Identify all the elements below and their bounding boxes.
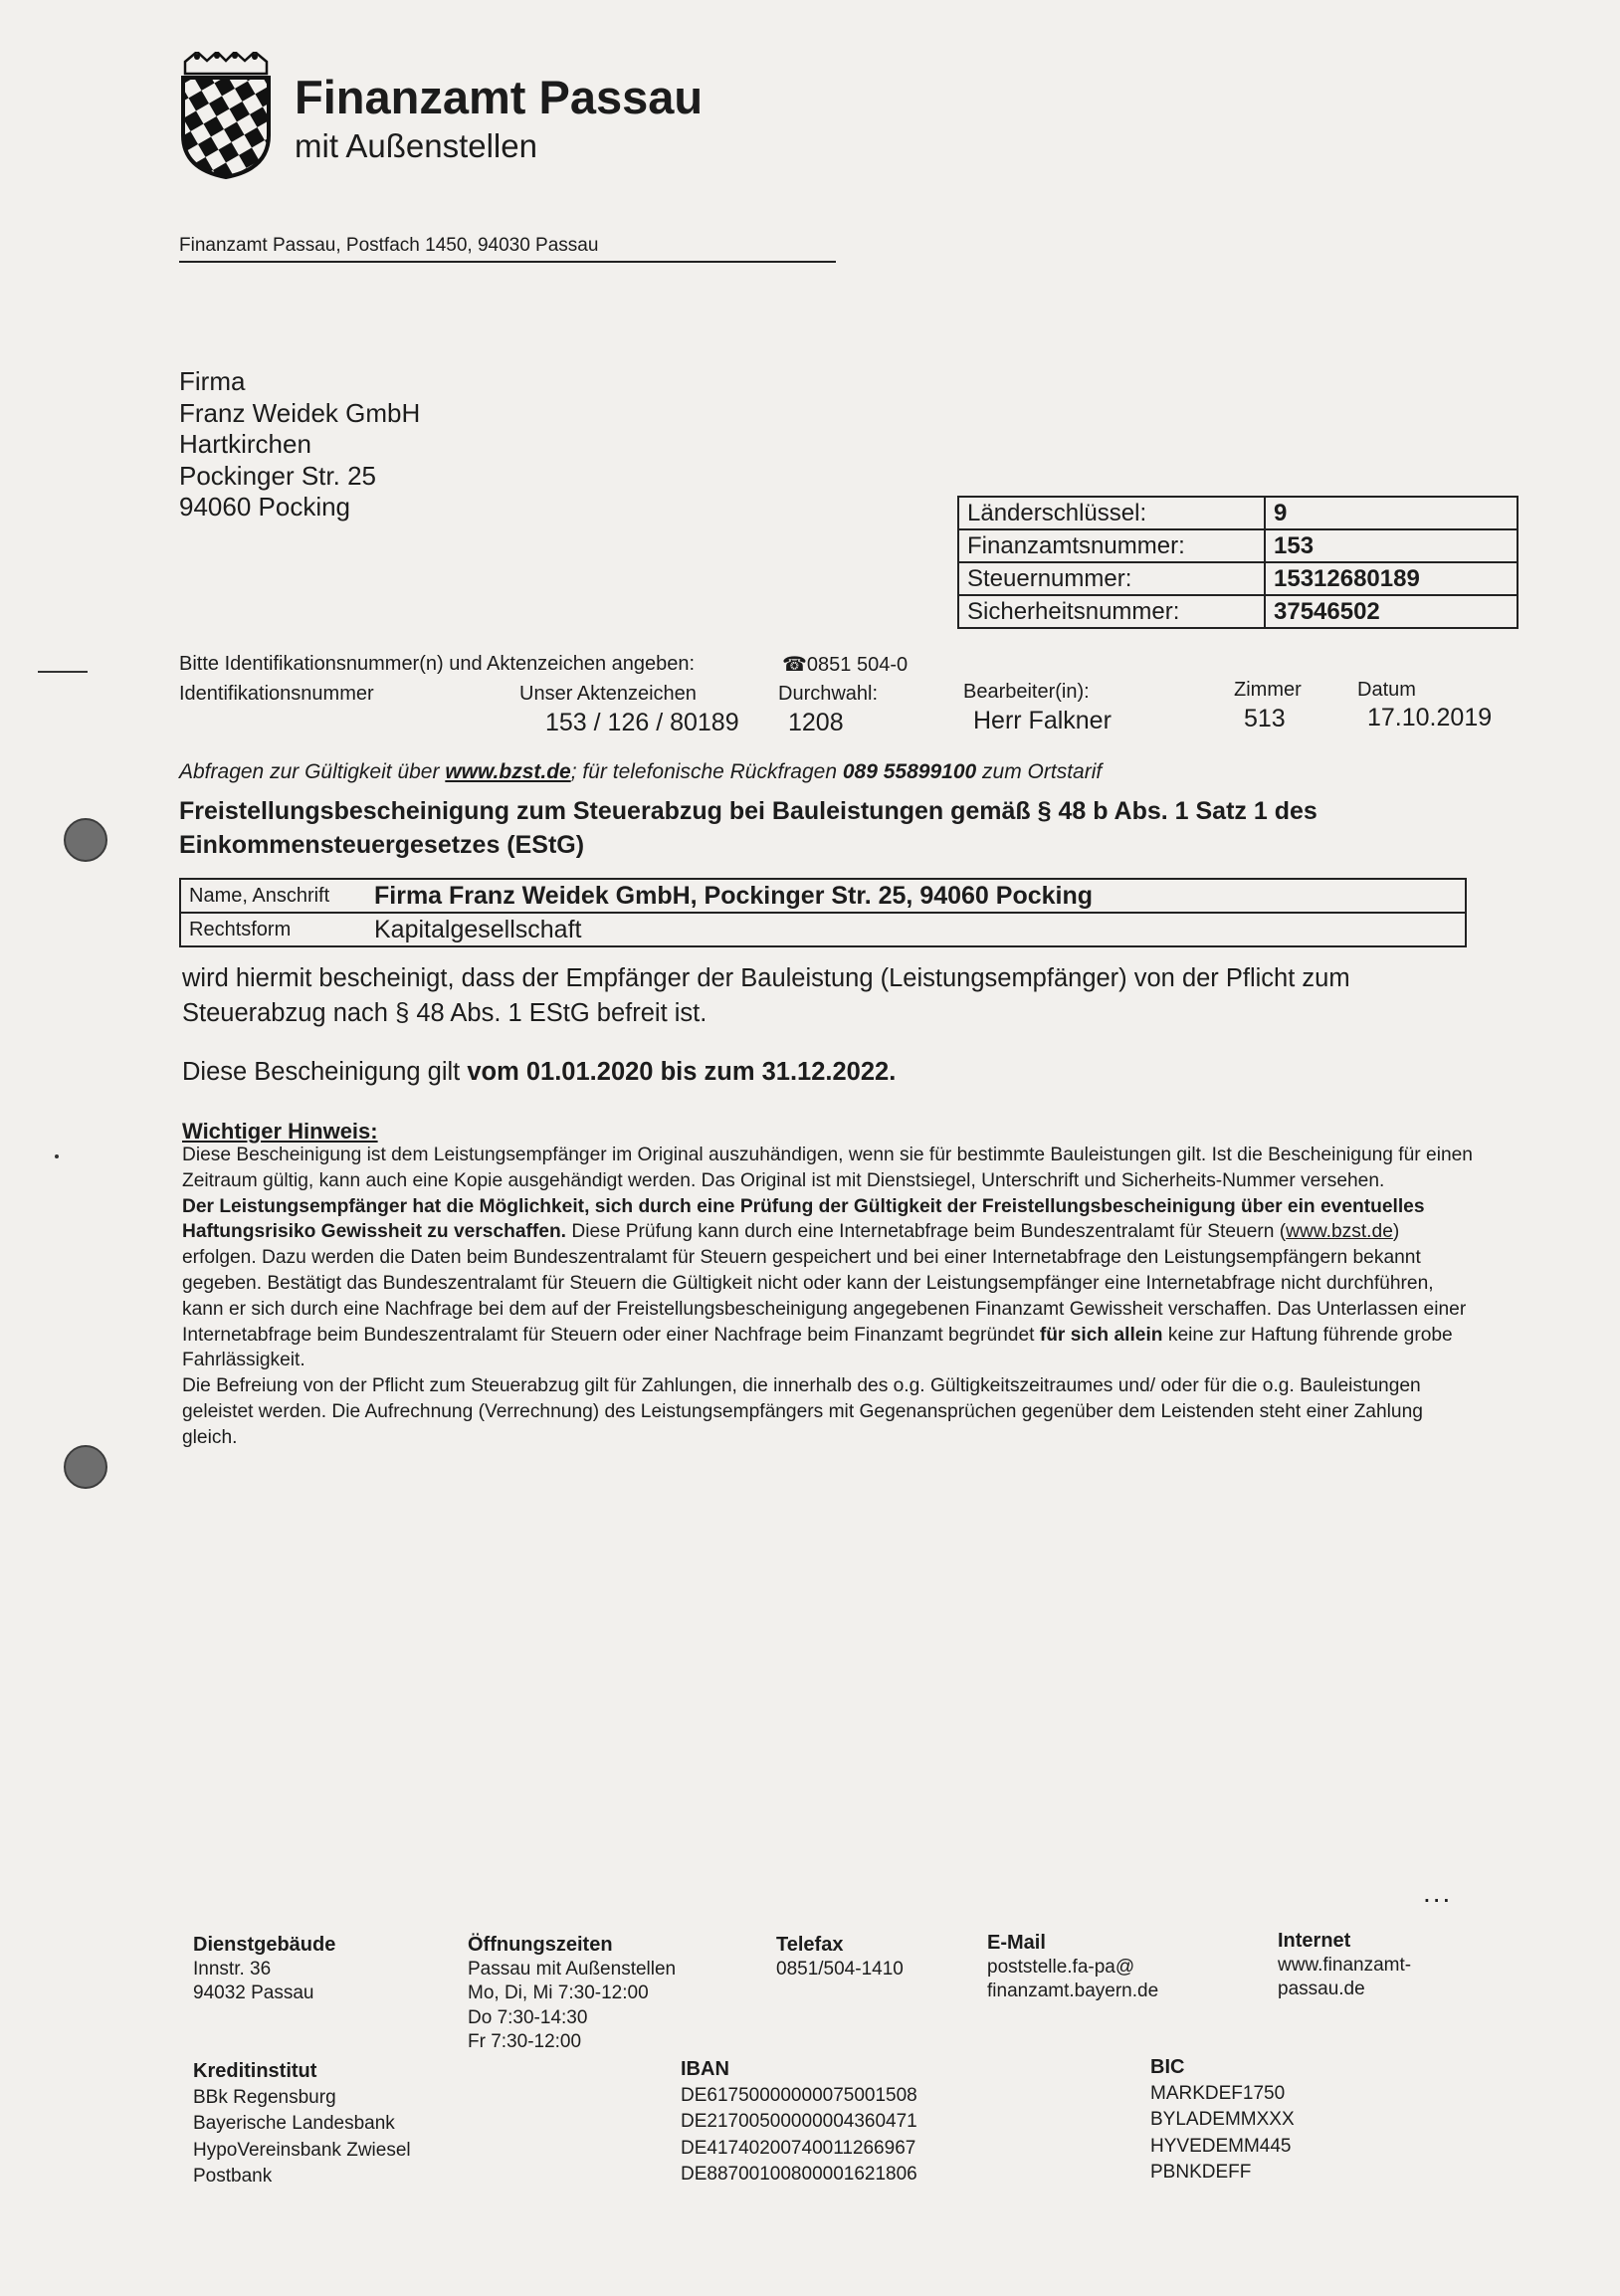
footer-line: Innstr. 36 [193, 1958, 272, 1980]
footer-line: Mo, Di, Mi 7:30-12:00 [468, 1983, 649, 2003]
footer-heading: IBAN [681, 2058, 729, 2080]
footer-line: Bayerische Landesbank [193, 2113, 395, 2134]
scan-dot [55, 1154, 59, 1158]
document-heading: Freistellungsbescheinigung zum Steuerabzug bei Bauleistungen gemäß § 48 b Abs. 1 Satz 1 des Einkommensteuergesetzes (EStG) [179, 797, 1317, 859]
id-value: 37546502 [1265, 595, 1518, 628]
info-middle: ; für telefonische Rückfragen [570, 760, 843, 783]
id-value: 9 [1265, 497, 1518, 529]
recipient-line: Pockinger Str. 25 [179, 460, 376, 491]
continuation-dots: ... [1423, 1877, 1453, 1908]
id-number-label: Identifikationsnummer [179, 683, 374, 705]
datum-label: Datum [1357, 679, 1416, 701]
footer-dienstgebaeude [193, 1933, 335, 2006]
footer-line: DE21700500000004360471 [681, 2111, 917, 2132]
zimmer-value: 513 [1244, 705, 1286, 732]
info-suffix: zum Ortstarif [976, 760, 1103, 783]
table-row [958, 529, 1518, 562]
legal-form-label: Rechtsform [180, 913, 366, 946]
footer-line: PBNKDEFF [1150, 2162, 1252, 2183]
bearbeiter-value: Herr Falkner [973, 707, 1112, 734]
footer-line: 0851/504-1410 [776, 1958, 904, 1980]
zimmer-label: Zimmer [1234, 679, 1302, 701]
aktenzeichen-value: 153 / 126 / 80189 [545, 709, 739, 736]
footer-heading: Internet [1278, 1930, 1351, 1952]
legal-form-value: Kapitalgesellschaft [366, 913, 1466, 946]
footer-line[interactable]: finanzamt.bayern.de [987, 1981, 1159, 2001]
footer-line[interactable]: passau.de [1278, 1979, 1365, 1999]
footer-line: Passau mit Außenstellen [468, 1958, 677, 1980]
footer-heading: Dienstgebäude [193, 1934, 336, 1956]
notice-span: keine zur Haftung führende grobe Fahrlässigkeit. [182, 1324, 1453, 1371]
footer-line: Postbank [193, 2166, 273, 2187]
footer-line: DE88700100800001621806 [681, 2164, 917, 2185]
table-row [958, 562, 1518, 595]
table-row [180, 879, 1466, 913]
tax-id-table [957, 496, 1519, 629]
footer-heading: BIC [1150, 2056, 1185, 2078]
notice-bold: für sich allein [1039, 1324, 1163, 1346]
info-phone: 089 55899100 [842, 760, 977, 783]
validity-dates: vom 01.01.2020 bis zum 31.12.2022. [467, 1058, 897, 1086]
notice-span: Diese Prüfung kann durch eine Internetabfrage beim Bundeszentralamt für Steuern ( [566, 1221, 1287, 1243]
footer-bic [1150, 2054, 1295, 2187]
punch-hole-bottom [64, 1445, 107, 1489]
recipient-address [179, 366, 420, 523]
footer-line: BBk Regensburg [193, 2086, 336, 2108]
id-key: Sicherheitsnummer: [958, 595, 1265, 628]
footer-line: DE61750000000075001508 [681, 2084, 917, 2106]
certification-text: wird hiermit bescheinigt, dass der Empfänger der Bauleistung (Leistungsempfänger) von der Pflicht zum Steuerabzug nach § 48 Abs. 1 EStG befreit ist. [182, 964, 1350, 1027]
id-key: Steuernummer: [958, 562, 1265, 595]
bearbeiter-label: Bearbeiter(in): [963, 681, 1090, 703]
datum-value: 17.10.2019 [1367, 704, 1493, 731]
table-row [958, 595, 1518, 628]
bavarian-crest-logo [179, 52, 273, 179]
bzst-link[interactable]: www.bzst.de [445, 760, 571, 783]
footer-line: HYVEDEMM445 [1150, 2135, 1292, 2157]
footer-heading: E-Mail [987, 1932, 1046, 1954]
footer-line: MARKDEF1750 [1150, 2082, 1286, 2104]
footer-email [987, 1931, 1158, 2004]
recipient-line: Firma [179, 366, 246, 396]
notice-text [182, 1143, 1476, 1451]
table-row [958, 497, 1518, 529]
footer-oeffnungszeiten [468, 1933, 676, 2055]
recipient-line: Franz Weidek GmbH [179, 397, 421, 428]
fold-mark [38, 671, 88, 673]
footer-line: 94032 Passau [193, 1983, 314, 2003]
footer-heading: Kreditinstitut [193, 2060, 317, 2082]
recipient-line: Hartkirchen [179, 429, 311, 459]
notice-bzst-link[interactable]: www.bzst.de [1286, 1221, 1393, 1243]
notice-paragraph [182, 1194, 1476, 1374]
footer-kreditinstitut [193, 2058, 411, 2191]
phone-number: ☎0851 504-0 [782, 654, 909, 676]
notice-span: ) erfolgen. Dazu werden die Daten beim Bundeszentralamt für Steuern gespeichert und bei einer Internetabfrage den Leistungsempfängern bekannt gegeben. Bestätigt das Bundeszentralamt für Steuern die Gültigkeit nicht oder kann der Leistungsempfänger eine Internetabfrage nicht durchführen, kann er sich durch eine Nachfrage bei dem auf der Freistellungsbescheinigung angegebenen Finanzamt Gewissheit verschaffen. Das Unterlassen einer Internetabfrage beim Bundeszentralamt für Steuern oder einer Nachfrage beim Finanzamt begründet [182, 1221, 1467, 1346]
notice-paragraph: Die Befreiung von der Pflicht zum Steuerabzug gilt für Zahlungen, die innerhalb des o.g. Gültigkeitszeitraumes und/ oder für die o.g. Bauleistungen geleistet werden. Die Aufrechnung (Verrechnung) des Leistungsempfängers mit Gegenansprüchen gegenüber dem Leistenden steht einer Zahlung gleich. [182, 1375, 1423, 1448]
punch-hole-top [64, 818, 107, 862]
validity-prefix: Diese Bescheinigung gilt [182, 1058, 468, 1086]
footer-line[interactable]: poststelle.fa-pa@ [987, 1956, 1135, 1978]
validity-period [182, 1055, 1466, 1090]
id-key: Länderschlüssel: [958, 497, 1265, 529]
durchwahl-value: 1208 [788, 709, 844, 736]
id-key: Finanzamtsnummer: [958, 529, 1265, 562]
footer-line: BYLADEMMXXX [1150, 2109, 1295, 2130]
footer-internet [1278, 1929, 1411, 2002]
name-label: Name, Anschrift [180, 879, 366, 913]
footer-line[interactable]: www.finanzamt- [1278, 1954, 1412, 1976]
footer-telefax [776, 1933, 904, 1982]
notice-title: Wichtiger Hinweis: [182, 1119, 378, 1144]
aktenzeichen-label: Unser Aktenzeichen [519, 683, 697, 705]
footer-line: DE41740200740011266967 [681, 2137, 916, 2159]
durchwahl-label: Durchwahl: [778, 683, 879, 705]
reference-prompt: Bitte Identifikationsnummer(n) und Aktenzeichen angeben: [179, 653, 696, 675]
authority-title: Finanzamt Passau [295, 71, 704, 123]
validity-check-info [179, 760, 1102, 784]
footer-line: HypoVereinsbank Zwiesel [193, 2139, 411, 2161]
footer-heading: Telefax [776, 1934, 844, 1956]
name-value: Firma Franz Weidek GmbH, Pockinger Str. 25, 94060 Pocking [366, 879, 1466, 913]
footer-iban [681, 2056, 917, 2189]
recipient-name-table [179, 878, 1467, 947]
return-address: Finanzamt Passau, Postfach 1450, 94030 Passau [179, 235, 599, 256]
footer-line: Fr 7:30-12:00 [468, 2031, 582, 2052]
recipient-line: 94060 Pocking [179, 492, 351, 522]
footer-line: Do 7:30-14:30 [468, 2006, 588, 2028]
id-value: 153 [1265, 529, 1518, 562]
return-address-rule [179, 261, 836, 263]
id-value: 15312680189 [1265, 562, 1518, 595]
footer-heading: Öffnungszeiten [468, 1934, 613, 1956]
table-row [180, 913, 1466, 946]
info-prefix: Abfragen zur Gültigkeit über [179, 760, 446, 783]
authority-subtitle: mit Außenstellen [295, 127, 537, 164]
notice-bold: Der Leistungsempfänger hat die Möglichkeit, sich durch eine Prüfung der Gültigkeit der Freistellungsbescheinigung über ein eventuelles Haftungsrisiko Gewissheit zu verschaffen. [182, 1195, 1425, 1243]
notice-paragraph: Diese Bescheinigung ist dem Leistungsempfänger im Original auszuhändigen, wenn sie für bestimmte Bauleistungen gilt. Ist die Bescheinigung für einen Zeitraum gültig, kann auch eine Kopie ausgehändigt werden. Das Original ist mit Dienstsiegel, Unterschrift und Sicherheits-Nummer versehen. [182, 1145, 1473, 1191]
